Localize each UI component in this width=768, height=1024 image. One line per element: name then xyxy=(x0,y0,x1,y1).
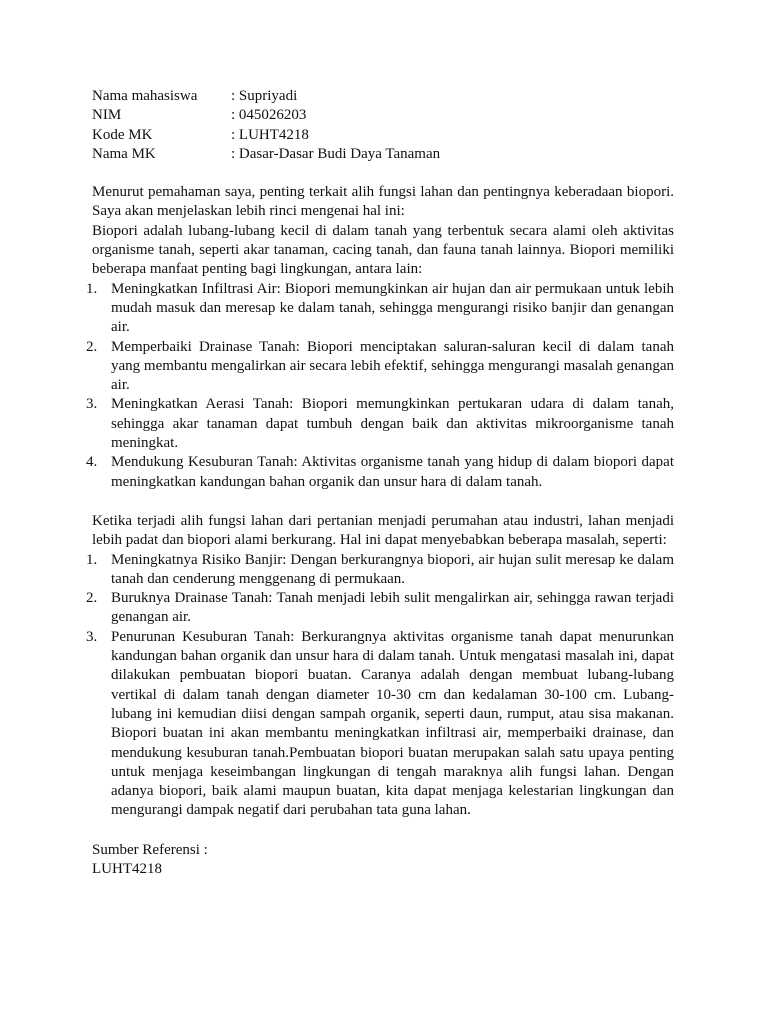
info-label: Nama mahasiswa xyxy=(92,88,198,104)
list-number: 1. xyxy=(86,551,98,568)
info-row-name xyxy=(92,87,674,106)
list-item-text: Meningkatnya Risiko Banjir: Dengan berkurangnya biopori, air hujan sulit meresap ke dalam tanah dan cenderung menggenang di permukaan. xyxy=(111,551,674,587)
student-info xyxy=(92,87,674,164)
list-item-text: Buruknya Drainase Tanah: Tanah menjadi lebih sulit mengalirkan air, sehingga rawan terjadi genangan air. xyxy=(111,590,674,626)
list-item xyxy=(86,453,674,492)
list-item xyxy=(86,551,674,590)
list-item xyxy=(86,280,674,338)
reference-label: Sumber Referensi : xyxy=(92,841,208,858)
biopori-definition: Biopori adalah lubang-lubang kecil di dalam tanah yang terbentuk secara alami oleh aktivitas organisme tanah, seperti akar tanaman, cacing tanah, dan fauna tanah lainnya. Biopori memiliki beberapa manfaat penting bagi lingkungan, antara lain: xyxy=(92,222,674,278)
list-item xyxy=(86,395,674,453)
list-number: 3. xyxy=(86,628,98,645)
list-item xyxy=(86,338,674,396)
list-number: 3. xyxy=(86,396,98,413)
benefits-list xyxy=(86,280,674,492)
info-label: Kode MK xyxy=(92,126,153,143)
info-row-nim xyxy=(92,106,674,125)
info-value: : 045026203 xyxy=(231,107,307,124)
list-item xyxy=(86,589,674,628)
list-number: 1. xyxy=(86,280,98,297)
section2-intro: Ketika terjadi alih fungsi lahan dari pertanian menjadi perumahan atau industri, lahan menjadi lebih padat dan biopori alami berkurang. Hal ini dapat menyebabkan beberapa masalah, seperti: xyxy=(92,512,674,549)
info-value: : Dasar-Dasar Budi Daya Tanaman xyxy=(231,145,441,162)
problems-list xyxy=(86,551,674,821)
list-item-text: Penurunan Kesuburan Tanah: Berkurangnya aktivitas organisme tanah dapat menurunkan kandungan bahan organik dan unsur hara di dalam tanah. Untuk mengatasi masalah ini, dapat dilakukan pembuatan biopori buatan. Caranya adalah dengan membuat lubang-lubang vertikal di dalam tanah dengan diameter 10-30 cm dan kedalaman 30-100 cm. Lubang-lubang ini kemudian diisi dengan sampah organik, seperti daun, rumput, atau sisa makanan. Biopori buatan ini akan membantu meningkatkan infiltrasi air, memperbaiki drainase, dan mendukung kesuburan tanah.Pembuatan biopori buatan merupakan salah satu upaya penting untuk menjaga keseimbangan lingkungan di tengah maraknya alih fungsi lahan. Dengan adanya biopori, baik alami maupun buatan, kita dapat menjaga kelestarian lingkungan dan mengurangi dampak negatif dari perubahan tata guna lahan. xyxy=(111,628,674,819)
list-number: 4. xyxy=(86,454,98,471)
info-label: Nama MK xyxy=(92,145,156,162)
info-row-course-code xyxy=(92,126,674,145)
info-value: : Supriyadi xyxy=(231,88,298,104)
list-item-text: Meningkatkan Aerasi Tanah: Biopori memungkinkan pertukaran udara di dalam tanah, sehingga akar tanaman dapat tumbuh dengan baik dan aktivitas mikroorganisme tanah meningkat. xyxy=(111,396,674,452)
list-item-text: Meningkatkan Infiltrasi Air: Biopori memungkinkan air hujan dan air permukaan untuk lebih mudah masuk dan meresap ke dalam tanah, sehingga mengurangi risiko banjir dan genangan air. xyxy=(111,280,674,336)
list-item xyxy=(86,628,674,821)
info-row-course-name xyxy=(92,145,674,164)
list-item-text: Mendukung Kesuburan Tanah: Aktivitas organisme tanah yang hidup di dalam biopori dapat meningkatkan kandungan bahan organik dan unsur hara di dalam tanah. xyxy=(111,454,674,490)
list-number: 2. xyxy=(86,590,98,607)
info-value: : LUHT4218 xyxy=(231,126,309,143)
list-number: 2. xyxy=(86,338,98,355)
info-label: NIM xyxy=(92,107,122,124)
document-page xyxy=(86,87,674,879)
section1-intro: Menurut pemahaman saya, penting terkait alih fungsi lahan dan pentingnya keberadaan biopori. Saya akan menjelaskan lebih rinci mengenai hal ini: xyxy=(92,184,674,220)
list-item-text: Memperbaiki Drainase Tanah: Biopori menciptakan saluran-saluran kecil di dalam tanah yang membantu mengalirkan air secara lebih efektif, sehingga mengurangi masalah genangan air. xyxy=(111,338,674,394)
reference-value: LUHT4218 xyxy=(92,860,162,877)
